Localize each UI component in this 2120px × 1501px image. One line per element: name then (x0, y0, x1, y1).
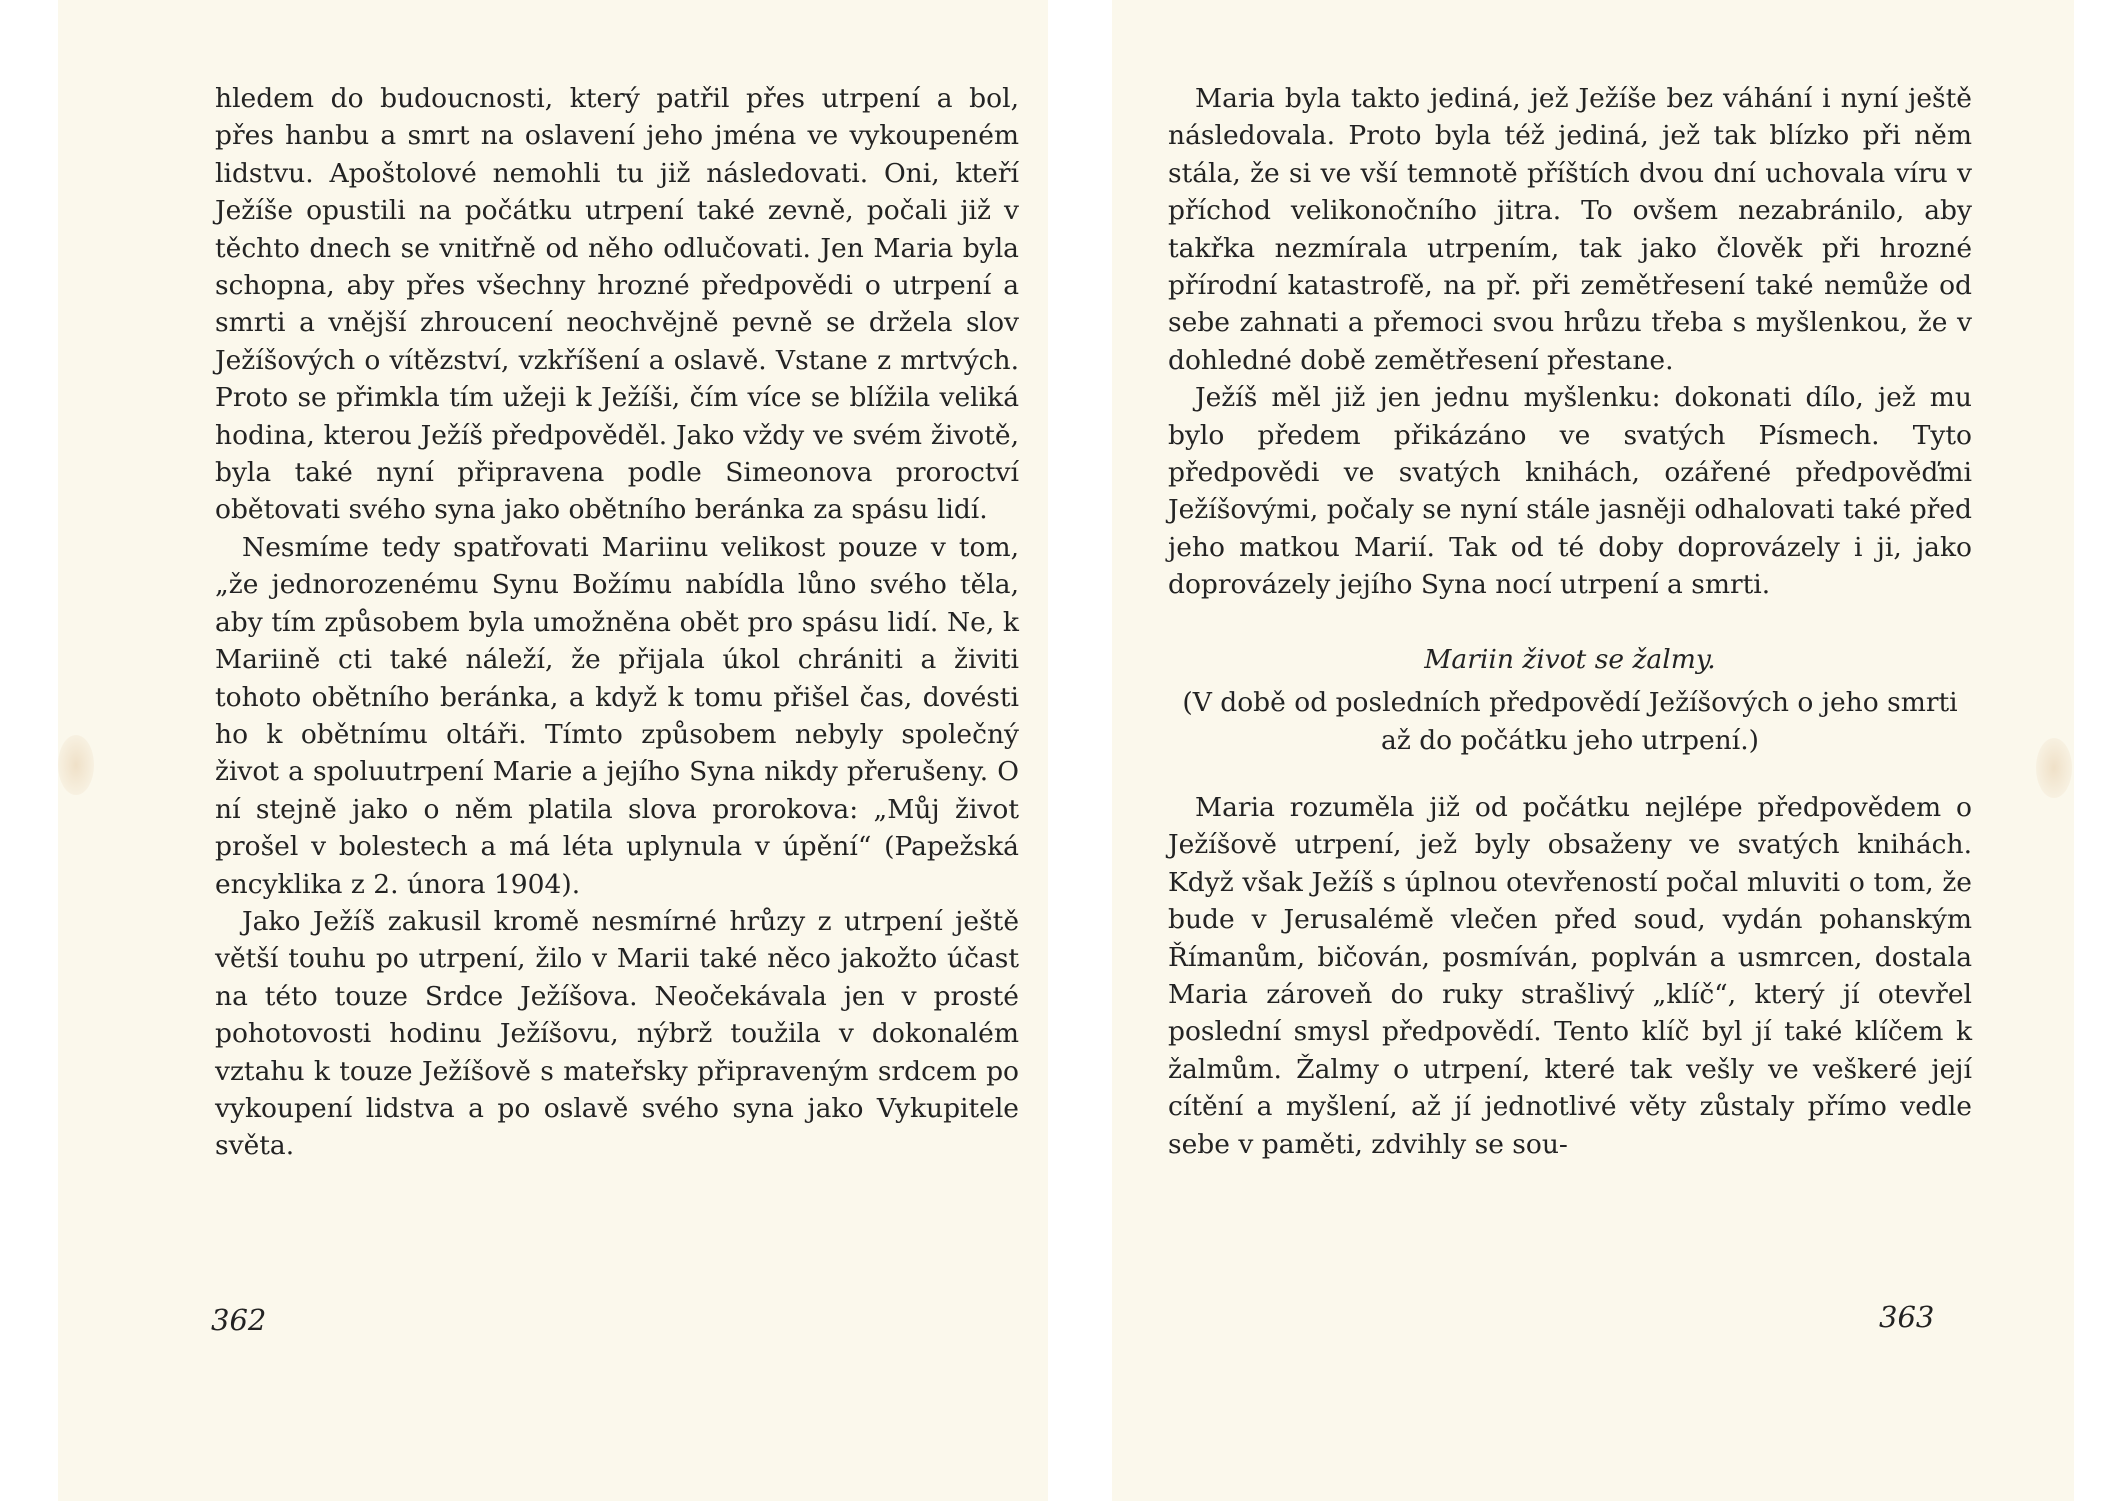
right-paragraph-1: Maria byla takto jediná, jež Ježíše bez váhání i nyní ještě následovala. Proto byla též jediná, jež tak blízko při něm stála, že si ve vší temnotě příštích dvou dní uchovala víru v příchod velikonočního jitra. To ovšem nezabránilo, aby takřka nezmírala utrpením, tak jako člověk při hrozné přírodní katastrofě, na př. při zemětřesení také nemůže od sebe zahnati a přemoci svou hrůzu třeba s myšlenkou, že v dohledné době zemětřesení přestane. (1168, 83, 1972, 376)
left-paragraph-1: hledem do budoucnosti, který patřil přes utrpení a bol, přes hanbu a smrt na oslavení jeho jména ve vykoupeném lidstvu. Apoštolové nemohli tu již následovati. Oni, kteří Ježíše opustili na počátku utrpení také zevně, počali již v těchto dnech se vnitřně od něho odlučovati. Jen Maria byla schopna, aby přes všechny hrozné předpovědi o utrpení a smrti a vnější zhroucení neochvějně pevně se držela slov Ježíšových o vítězství, vzkříšení a oslavě. Vstane z mrtvých. Proto se přimkla tím užeji k Ježíši, čím více se blížila veliká hodina, kterou Ježíš předpověděl. Jako vždy ve svém životě, byla také nyní připravena podle Simeonova proroctví obětovati svého syna jako obětního beránka za spásu lidí. (215, 83, 1019, 526)
page-number-left: 362 (211, 1303, 267, 1337)
page-shadow-right (2036, 738, 2072, 798)
left-paragraph-2: Nesmíme tedy spatřovati Mariinu velikost pouze v tom, „že jednorozenému Synu Božímu nabídla lůno svého těla, aby tím způsobem byla umožněna obět pro spásu lidí. Ne, k Mariině cti také náleží, že přijala úkol chrániti a živiti tohoto obětního beránka, a když k tomu přišel čas, dovésti ho k obětnímu oltáři. Tímto způsobem nebyly společný život a spoluutrpení Marie a jejího Syna nikdy přerušeny. O ní stejně jako o něm platila slova prorokova: „Můj život prošel v bolestech a má léta uplynula v úpění“ (Papežská encyklika z 2. února 1904). (215, 531, 1019, 900)
right-paragraph-3: Maria rozuměla již od počátku nejlépe předpovědem o Ježíšově utrpení, jež byly obsaženy ve svatých knihách. Když však Ježíš s úplnou otevřeností počal mluviti o tom, že bude v Jerusalémě vlečen před soud, vydán pohanským Římanům, bičován, posmíván, poplván a usmrcen, dostala Maria zároveň do ruky strašlivý „klíč“, který jí otevřel poslední smysl předpovědí. Tento klíč byl jí také klíčem k žalmům. Žalmy o utrpení, které tak vešly ve veškeré její cítění a myšlení, až jí jednotlivé věty zůstaly přímo vedle sebe v paměti, zdvihly se sou- (1168, 791, 1972, 1160)
left-page (58, 0, 1048, 1501)
right-page (1112, 0, 2074, 1501)
section-subheading: (V době od posledních předpovědí Ježíšových o jeho smrti až do počátku jeho utrpení.) (1182, 687, 1958, 756)
left-paragraph-3: Jako Ježíš zakusil kromě nesmírné hrůzy z utrpení ještě větší touhu po utrpení, žilo v Marii také něco jakožto účast na této touze Srdce Ježíšova. Neočekávala jen v prosté pohotovosti hodinu Ježíšovu, nýbrž toužila v dokonalém vztahu k touze Ježíšově s mateřsky připraveným srdcem po vykoupení lidstva a po oslavě svého syna jako Vykupitele světa. (215, 905, 1019, 1162)
page-shadow-left (58, 735, 94, 795)
section-heading: Mariin život se žalmy. (1424, 643, 1716, 675)
left-page-text (215, 80, 1019, 1165)
page-number-right: 363 (1879, 1300, 1935, 1334)
right-paragraph-2: Ježíš měl již jen jednu myšlenku: dokonati dílo, jež mu bylo předem přikázáno ve svatých Písmech. Tyto předpovědi ve svatých knihách, ozářené předpověďmi Ježíšovými, počaly se nyní stále jasněji odhalovati také před jeho matkou Marií. Tak od té doby doprovázely i ji, jako doprovázely jejího Syna nocí utrpení a smrti. (1168, 382, 1972, 601)
right-page-text (1168, 80, 1972, 1163)
